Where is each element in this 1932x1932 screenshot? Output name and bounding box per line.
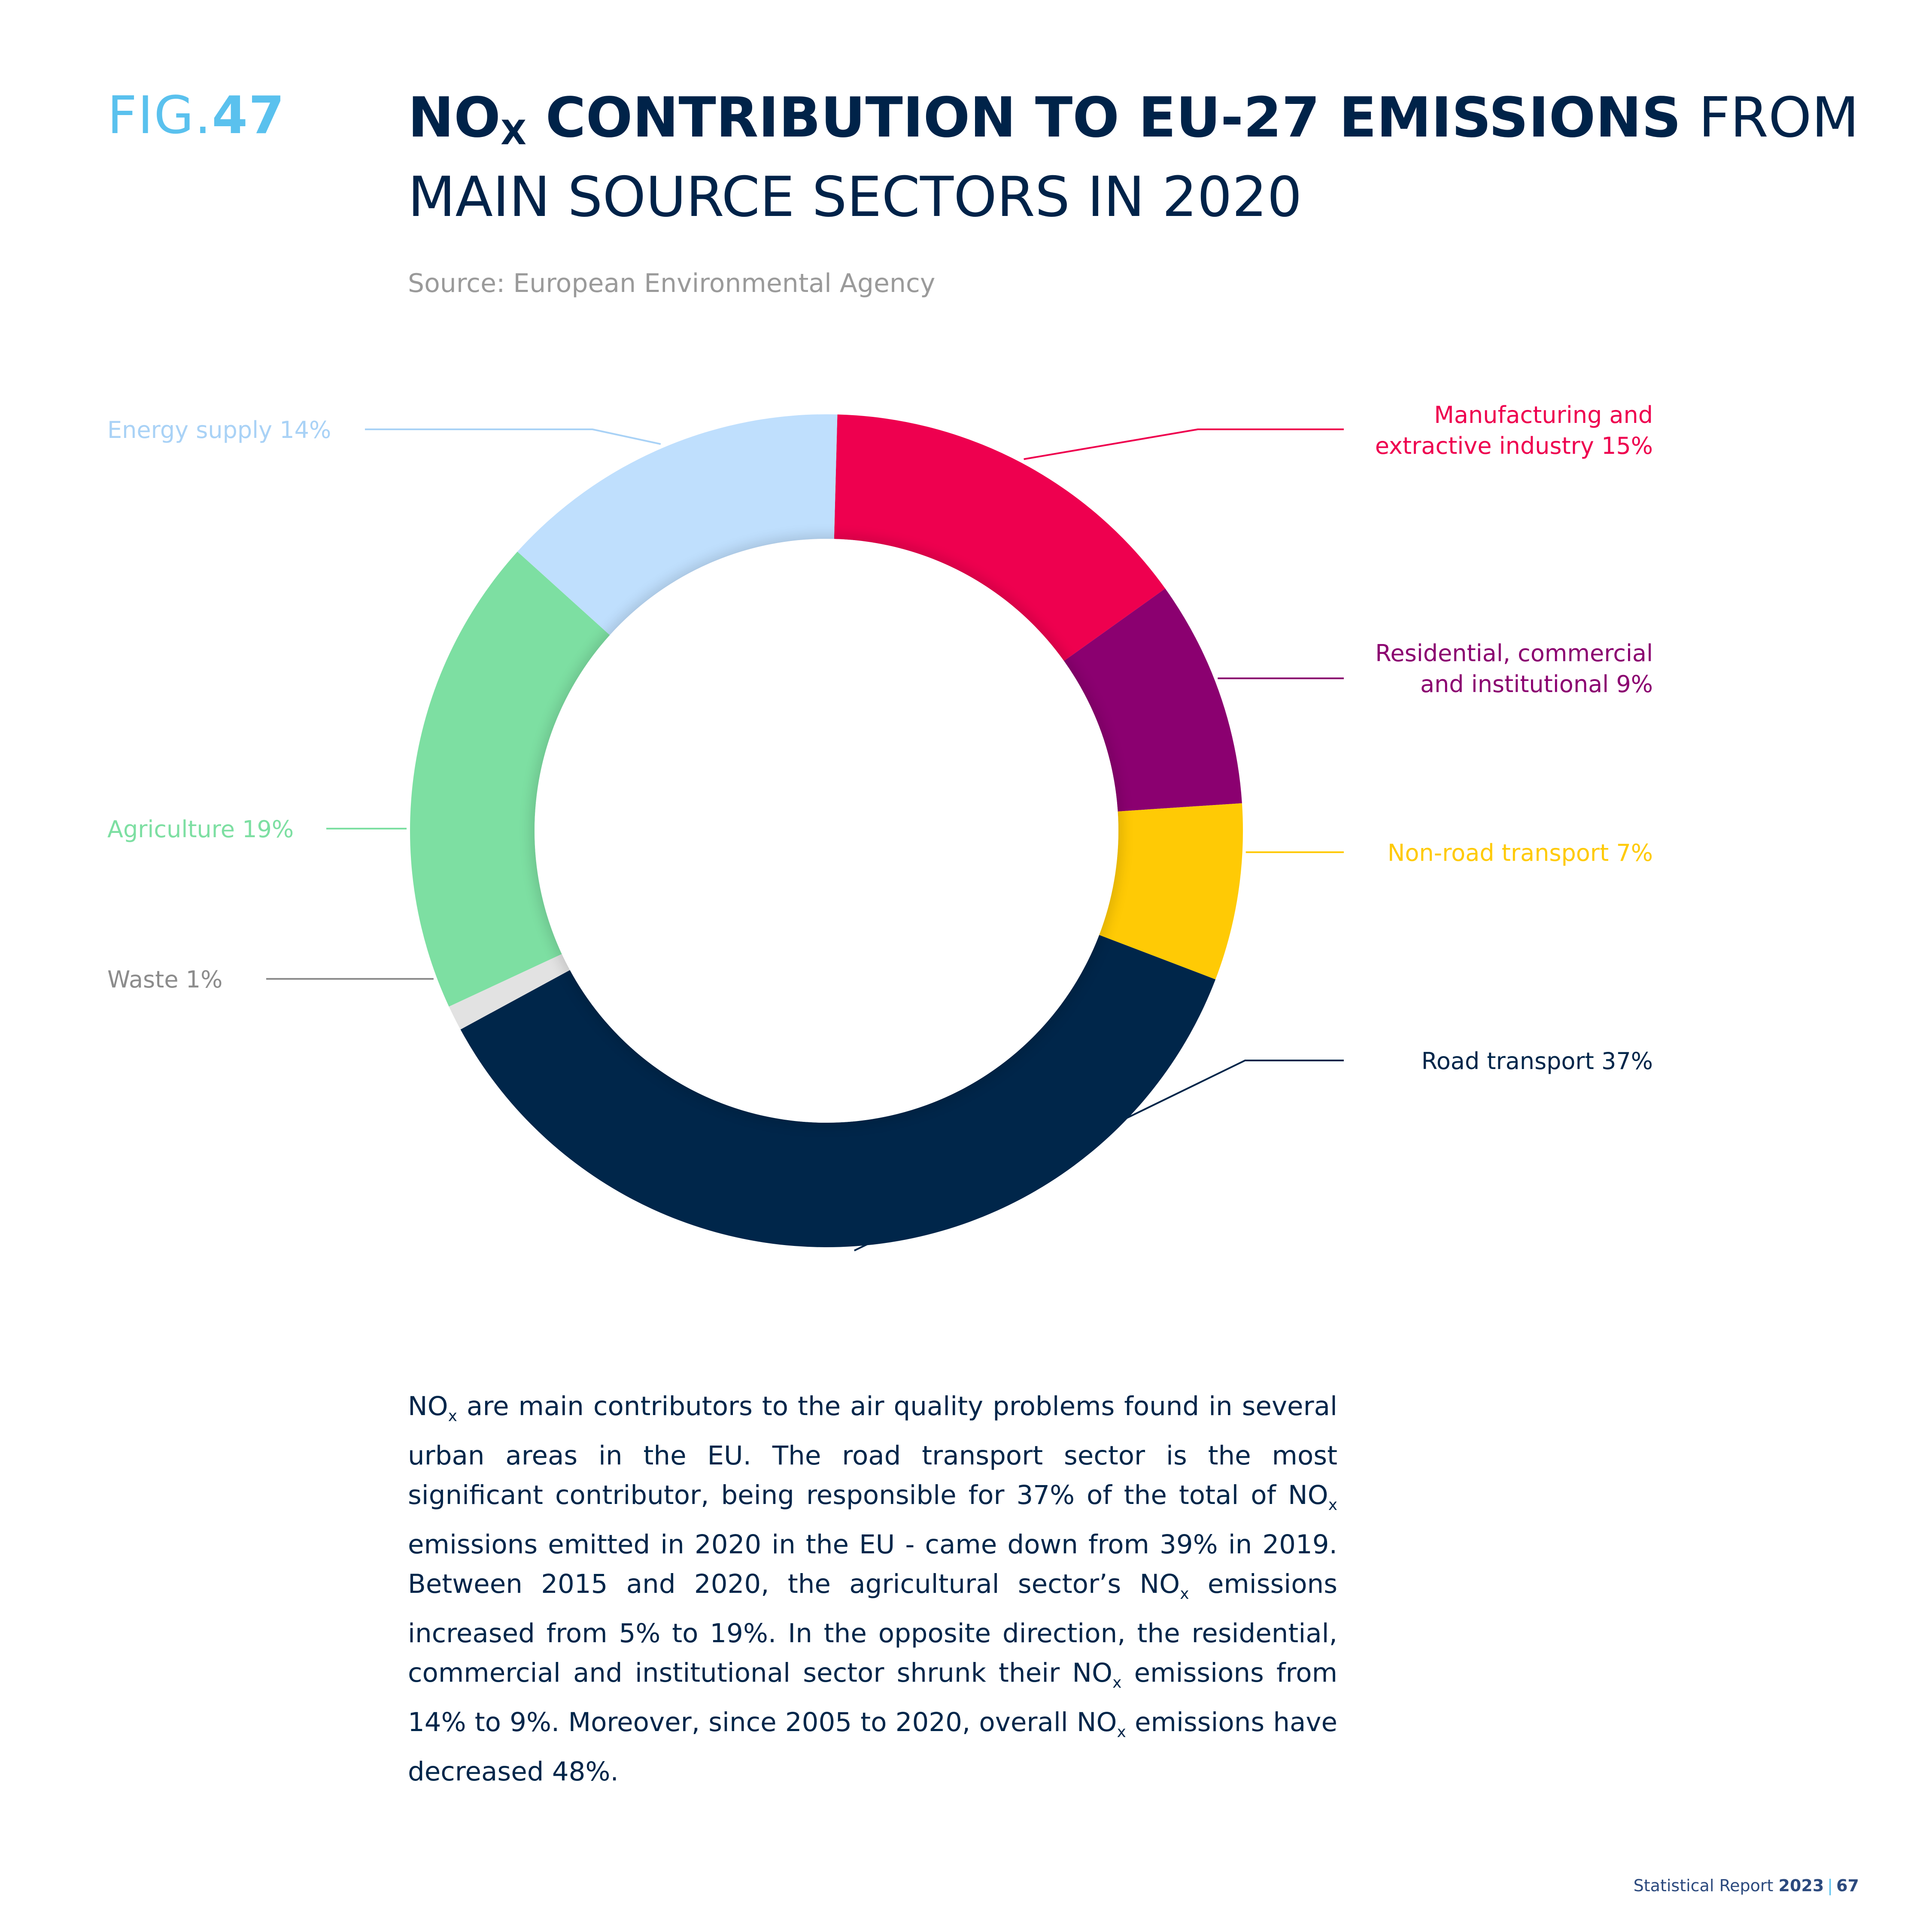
leader-line [1024,429,1344,459]
description-paragraph: $NO_x$ are main contributors to the air quality problems found in several urban areas in the EU. The road transport sector is the most significant contributor, being responsible for 37% of the total of $NO_x$ emissions emitted in 2020 in the EU - came down from 39% in 2019. Between 2015 and 2020, the agricultural sector’s $NO_x$ emissions increased from 5% to 19%. In the opposite direction, the residential, commercial and institutional sector shrunk their $NO_x$ emissions from 14% to 9%. Moreover, since 2005 to 2020, overall $NO_x$ emissions have decreased 48%. [408,1391,1337,1787]
slice-label: Non-road transport 7% [1387,839,1653,866]
chart-title: $NO_X$ CONTRIBUTION TO EU-27 EMISSIONS FROM MAIN SOURCE SECTORS IN 2020 [408,86,1859,229]
source-note: Source: European Environmental Agency [408,268,936,298]
slice-label: Residential, commercial and institutional 9% [1375,640,1653,698]
slice-label: Waste 1% [107,966,223,993]
donut-hole [535,539,1118,1123]
figure-label: FIG.47 [107,86,286,146]
leader-line [365,429,661,444]
slice-label: Agriculture 19% [107,816,294,843]
page-footer: Statistical Report 2023 | 67 [1633,1876,1859,1895]
slice-label: Manufacturing and extractive industry 15% [1375,401,1653,459]
slice-label: Energy supply 14% [107,416,331,444]
slice-label: Road transport 37% [1421,1048,1653,1075]
